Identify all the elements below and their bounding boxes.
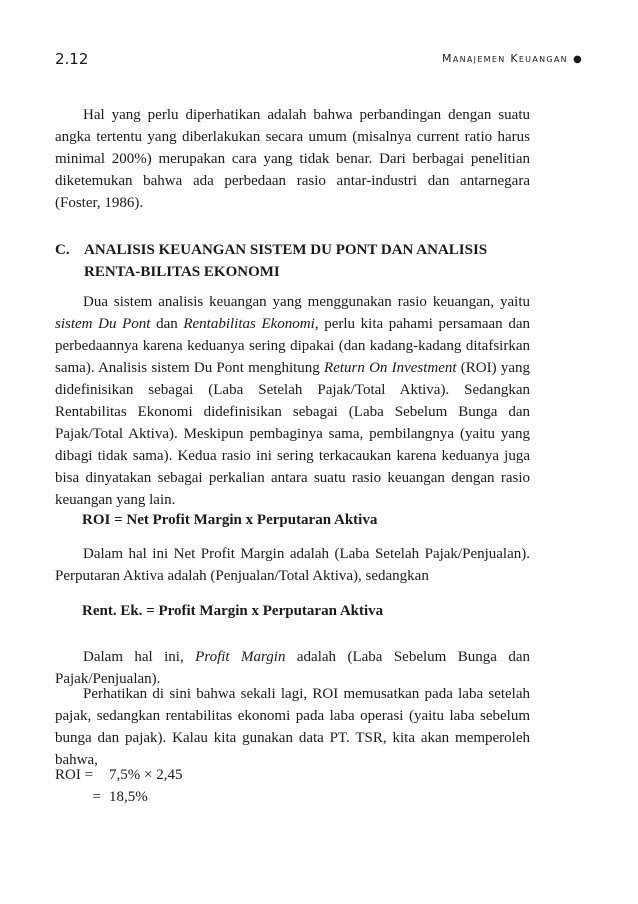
calculation-value-2: 18,5% xyxy=(109,789,148,805)
calculation-line-1 xyxy=(55,764,182,786)
section-number: C. xyxy=(55,242,70,258)
page-header xyxy=(55,50,583,72)
emphasis-rentabilitas-ekonomi: Rentabilitas Ekonomi xyxy=(183,316,315,332)
section-heading xyxy=(55,239,555,283)
calculation-value-1: 7,5% × 2,45 xyxy=(109,767,183,783)
emphasis-sistem-du-pont: sistem Du Pont xyxy=(55,316,151,332)
formula-rentabilitas: Rent. Ek. = Profit Margin x Perputaran Aktiva xyxy=(82,603,384,619)
running-title: Manajemen Keuangan xyxy=(442,52,568,65)
paragraph-2-text-2: dan xyxy=(150,316,184,332)
formula-roi: ROI = Net Profit Margin x Perputaran Aktiva xyxy=(82,512,378,528)
emphasis-return-on-investment: Return On Investment xyxy=(324,360,457,376)
bullet-icon: ● xyxy=(572,54,583,65)
calculation-line-2 xyxy=(55,786,182,808)
paragraph-2-text-4: (ROI) yang didefinisikan sebagai (Laba Setelah Pajak/Total Aktiva). Sedangkan Rentabilitas Ekonomi didefinisikan sebagai (Laba Sebelum Bunga dan Pajak/Total Aktiva). Meskipun pembaginya sama, pembilangnya (yaitu yang dibagi tidak sama). Kedua rasio ini sering terkacaukan karena keduanya juga bisa dinyatakan sebagai perkalian antara suatu rasio keuangan dengan rasio keuangan yang lain. xyxy=(55,360,530,508)
paragraph-5: Perhatikan di sini bahwa sekali lagi, ROI memusatkan pada laba setelah pajak, sedangkan rentabilitas ekonomi pada laba operasi (yaitu laba sebelum bunga dan pajak). Kalau kita gunakan data PT. TSR, kita akan memperoleh bahwa, xyxy=(55,686,530,768)
page-number: 2.12 xyxy=(55,50,89,68)
paragraph-1: Hal yang perlu diperhatikan adalah bahwa perbandingan dengan suatu angka tertentu yang diberlakukan secara umum (misalnya current ratio harus minimal 200%) merupakan cara yang tidak benar. Dari berbagai penelitian diketemukan bahwa ada perbedaan rasio antar-industri dan antarnegara (Foster, 1986). xyxy=(55,107,530,211)
emphasis-profit-margin: Profit Margin xyxy=(195,649,286,665)
paragraph-2-text-3: , perlu kita pahami persamaan dan perbedaannya karena keduanya sering dipakai (dan kadang-kadang ditafsirkan sama). Analisis sistem Du Pont menghitung xyxy=(55,316,530,376)
paragraph-4-text-2: adalah (Laba Sebelum Bunga dan Pajak/Penjualan). xyxy=(55,649,530,687)
paragraph-3: Dalam hal ini Net Profit Margin adalah (Laba Setelah Pajak/Penjualan). Perputaran Aktiva adalah (Penjualan/Total Aktiva), sedangkan xyxy=(55,546,530,584)
section-title-line-2: RENTA-BILITAS EKONOMI xyxy=(84,264,280,280)
calculation-label-1: ROI = xyxy=(55,767,94,783)
calculation-label-2: = xyxy=(92,789,101,805)
paragraph-2-text-1: Dua sistem analisis keuangan yang menggunakan rasio keuangan, yaitu xyxy=(83,294,530,310)
running-head xyxy=(442,52,583,65)
section-title-line-1: ANALISIS KEUANGAN SISTEM DU PONT DAN ANALISIS xyxy=(84,242,488,258)
paragraph-2 xyxy=(55,291,530,511)
calculation xyxy=(55,764,182,808)
paragraph-4-text-1: Dalam hal ini, xyxy=(83,649,196,665)
